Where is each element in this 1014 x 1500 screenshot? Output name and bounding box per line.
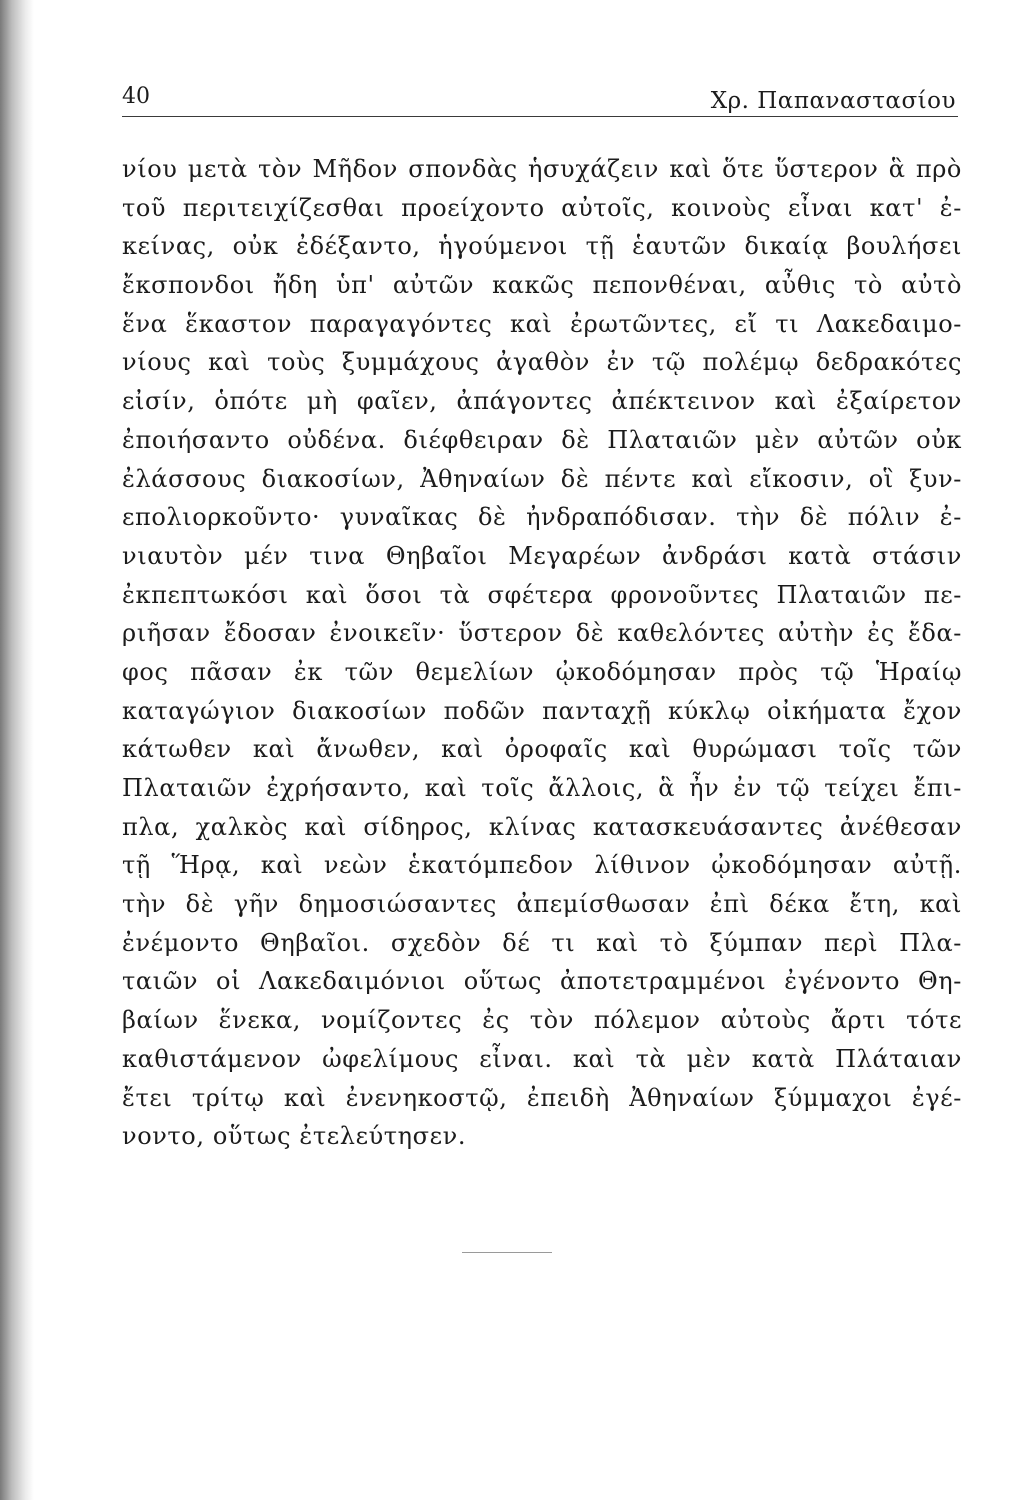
text-line: νοντο, οὕτως ἐτελεύτησεν.: [122, 1122, 467, 1151]
text-line: τῇ Ἥρᾳ, καὶ νεὼν ἑκατόμπεδον λίθινον ᾠκοδόμησαν αὐτῇ.: [122, 851, 962, 880]
text-line: ἔκσπονδοι ἤδη ὑπ' αὐτῶν κακῶς πεπονθέναι, αὖθις τὸ αὐτὸ: [122, 271, 962, 300]
text-line: πλα, χαλκὸς καὶ σίδηρος, κλίνας κατασκευάσαντες ἀνέθεσαν: [122, 812, 962, 841]
body-text: [122, 150, 962, 1156]
text-line: νιαυτὸν μέν τινα Θηβαῖοι Μεγαρέων ἀνδράσι κατὰ στάσιν: [122, 541, 962, 570]
text-line: τοῦ περιτειχίζεσθαι προείχοντο αὐτοῖς, κοινοὺς εἶναι κατ' ἐ-: [122, 193, 962, 222]
text-line: ἐνέμοντο Θηβαῖοι. σχεδὸν δέ τι καὶ τὸ ξύμπαν περὶ Πλα-: [122, 928, 962, 957]
text-line: βαίων ἕνεκα, νομίζοντες ἐς τὸν πόλεμον αὐτοὺς ἄρτι τότε: [122, 1006, 962, 1035]
text-line: φος πᾶσαν ἐκ τῶν θεμελίων ᾠκοδόμησαν πρὸς τῷ Ἡραίῳ: [122, 657, 962, 686]
text-line: ἐκπεπτωκόσι καὶ ὅσοι τὰ σφέτερα φρονοῦντες Πλαταιῶν πε-: [122, 580, 962, 609]
page-gutter-shadow: [0, 0, 34, 1500]
section-end-rule: [462, 1252, 552, 1253]
page-number: 40: [122, 84, 150, 109]
text-line: τὴν δὲ γῆν δημοσιώσαντες ἀπεμίσθωσαν ἐπὶ δέκα ἔτη, καὶ: [122, 890, 962, 919]
running-head: Χρ. Παπαναστασίου: [710, 88, 956, 114]
text-line: ἔτει τρίτῳ καὶ ἐνενηκοστῷ, ἐπειδὴ Ἀθηναίων ξύμμαχοι ἐγέ-: [122, 1083, 962, 1112]
header-rule: [122, 116, 958, 117]
text-line: ἐποιήσαντο οὐδένα. διέφθειραν δὲ Πλαταιῶν μὲν αὐτῶν οὐκ: [122, 425, 962, 454]
text-line: ἐλάσσους διακοσίων, Ἀθηναίων δὲ πέντε καὶ εἴκοσιν, οἳ ξυν-: [122, 464, 962, 493]
text-line: εἰσίν, ὁπότε μὴ φαῖεν, ἀπάγοντες ἀπέκτεινον καὶ ἐξαίρετον: [122, 387, 962, 416]
text-line: νίους καὶ τοὺς ξυμμάχους ἀγαθὸν ἐν τῷ πολέμῳ δεδρακότες: [122, 348, 962, 377]
text-line: καθιστάμενον ὠφελίμους εἶναι. καὶ τὰ μὲν κατὰ Πλάταιαν: [122, 1044, 962, 1073]
page-header: [122, 84, 958, 124]
text-line: κείνας, οὐκ ἐδέξαντο, ἡγούμενοι τῇ ἑαυτῶν δικαίᾳ βουλήσει: [122, 232, 962, 261]
text-line: νίου μετὰ τὸν Μῆδον σπονδὰς ἡσυχάζειν καὶ ὅτε ὕστερον ἃ πρὸ: [122, 155, 962, 183]
text-line: καταγώγιον διακοσίων ποδῶν πανταχῇ κύκλῳ οἰκήματα ἔχον: [122, 696, 962, 725]
text-line: Πλαταιῶν ἐχρήσαντο, καὶ τοῖς ἄλλοις, ἃ ἦν ἐν τῷ τείχει ἔπι-: [122, 774, 962, 802]
text-line: επολιορκοῦντο· γυναῖκας δὲ ἠνδραπόδισαν. τὴν δὲ πόλιν ἐ-: [122, 503, 962, 532]
text-line: ταιῶν οἱ Λακεδαιμόνιοι οὕτως ἀποτετραμμένοι ἐγένοντο Θη-: [122, 967, 962, 996]
text-line: κάτωθεν καὶ ἄνωθεν, καὶ ὀροφαῖς καὶ θυρώμασι τοῖς τῶν: [122, 735, 962, 764]
text-line: ριῆσαν ἔδοσαν ἐνοικεῖν· ὕστερον δὲ καθελόντες αὐτὴν ἐς ἔδα-: [122, 619, 962, 648]
text-line: ἕνα ἕκαστον παραγαγόντες καὶ ἐρωτῶντες, εἴ τι Λακεδαιμο-: [122, 309, 962, 338]
